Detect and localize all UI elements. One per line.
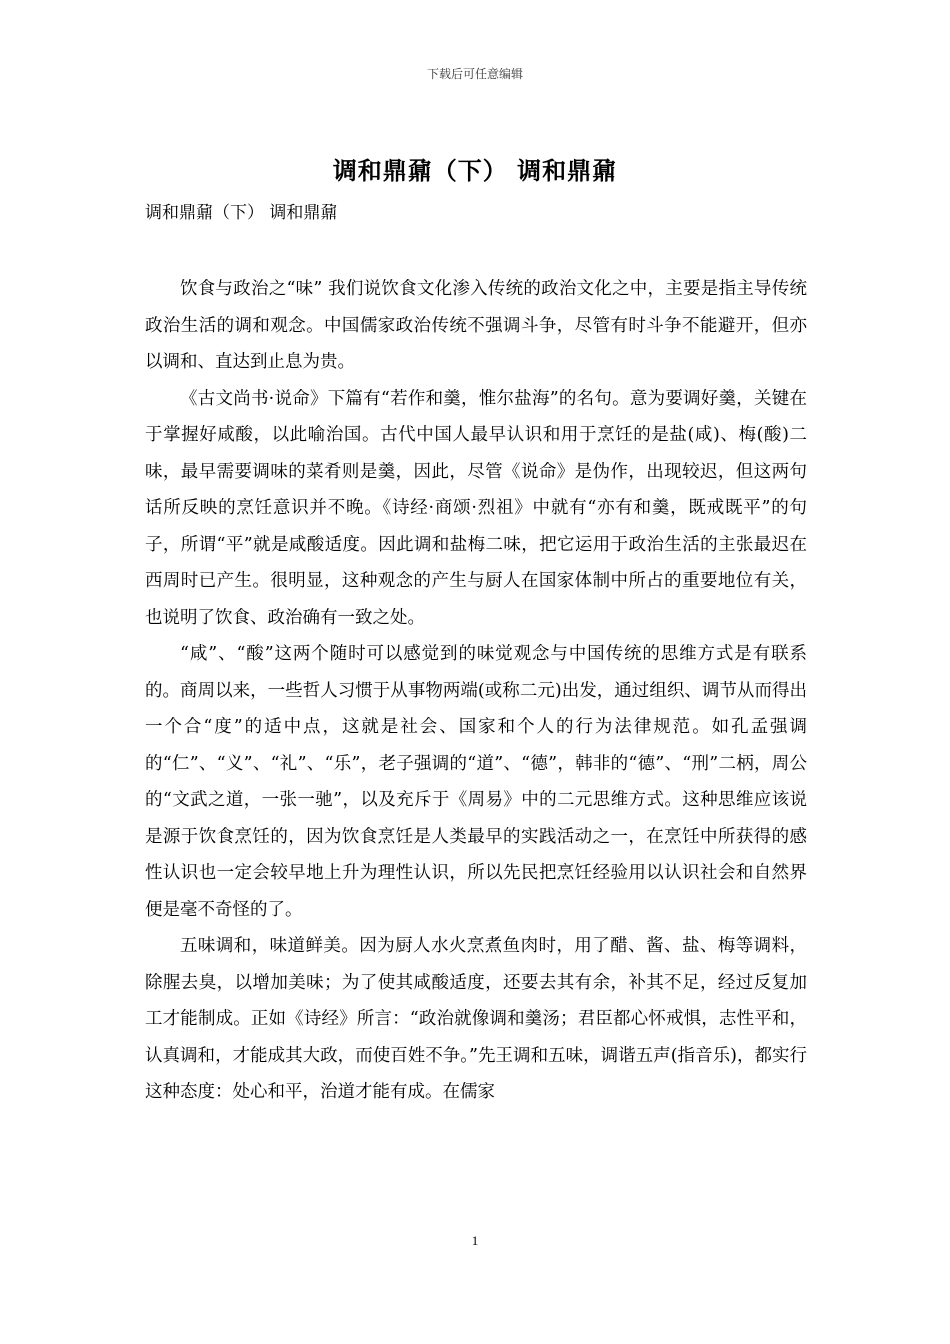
- header-note: 下载后可任意编辑: [426, 67, 523, 81]
- paragraph: “咸”、“酸”这两个随时可以感觉到的味觉观念与中国传统的思维方式是有联系的。商周以来，一些哲人习惯于从事物两端(或称二元)出发，通过组织、调节从而得出一个合“度”的适中点，这就是社会、国家和个人的行为法律规范。如孔孟强调的“仁”、“义”、“礼”、“乐”，老子强调的“道”、“德”，韩非的“德”、“刑”二柄，周公的“文武之道，一张一驰”，以及充斥于《周易》中的二元思维方式。这种思维应该说是源于饮食烹饪的，因为饮食烹饪是人类最早的实践活动之一，在烹饪中所获得的感性认识也一定会较早地上升为理性认识，所以先民把烹饪经验用以认识社会和自然界便是毫不奇怪的了。: [145, 644, 807, 920]
- document-body: [145, 271, 807, 1111]
- paragraph: 《古文尚书·说命》下篇有“若作和羹，惟尔盐海”的名句。意为要调好羹，关键在于掌握好咸酸，以此喻治国。古代中国人最早认识和用于烹饪的是盐(咸)、梅(酸)二味，最早需要调味的菜肴则是羹，因此，尽管《说命》是伪作，出现较迟，但这两句话所反映的烹饪意识并不晚。《诗经·商颂·烈祖》中就有“亦有和羹，既戒既平”的句子，所谓“平”就是咸酸适度。因此调和盐梅二味，把它运用于政治生活的主张最迟在西周时已产生。很明显，这种观念的产生与厨人在国家体制中所占的重要地位有关，也说明了饮食、政治确有一致之处。: [145, 388, 807, 628]
- paragraph: 五味调和，味道鲜美。因为厨人水火烹煮鱼肉时，用了醋、酱、盐、梅等调料，除腥去臭，以增加美味；为了使其咸酸适度，还要去其有余，补其不足，经过反复加工才能制成。正如《诗经》所言：“政治就像调和羹汤；君臣都心怀戒惧，志性平和，认真调和，才能成其大政，而使百姓不争。”先王调和五味，调谐五声(指音乐)，都实行这种态度：处心和平，治道才能有成。在儒家: [145, 936, 807, 1102]
- document-title: 调和鼎鼐（下） 调和鼎鼐: [332, 157, 618, 185]
- document-subtitle: 调和鼎鼐（下） 调和鼎鼐: [145, 203, 338, 223]
- page-number: 1: [471, 1233, 479, 1248]
- paragraph: 饮食与政治之“味” 我们说饮食文化渗入传统的政治文化之中，主要是指主导传统政治生活的调和观念。中国儒家政治传统不强调斗争，尽管有时斗争不能避开，但亦以调和、直达到止息为贵。: [145, 279, 807, 372]
